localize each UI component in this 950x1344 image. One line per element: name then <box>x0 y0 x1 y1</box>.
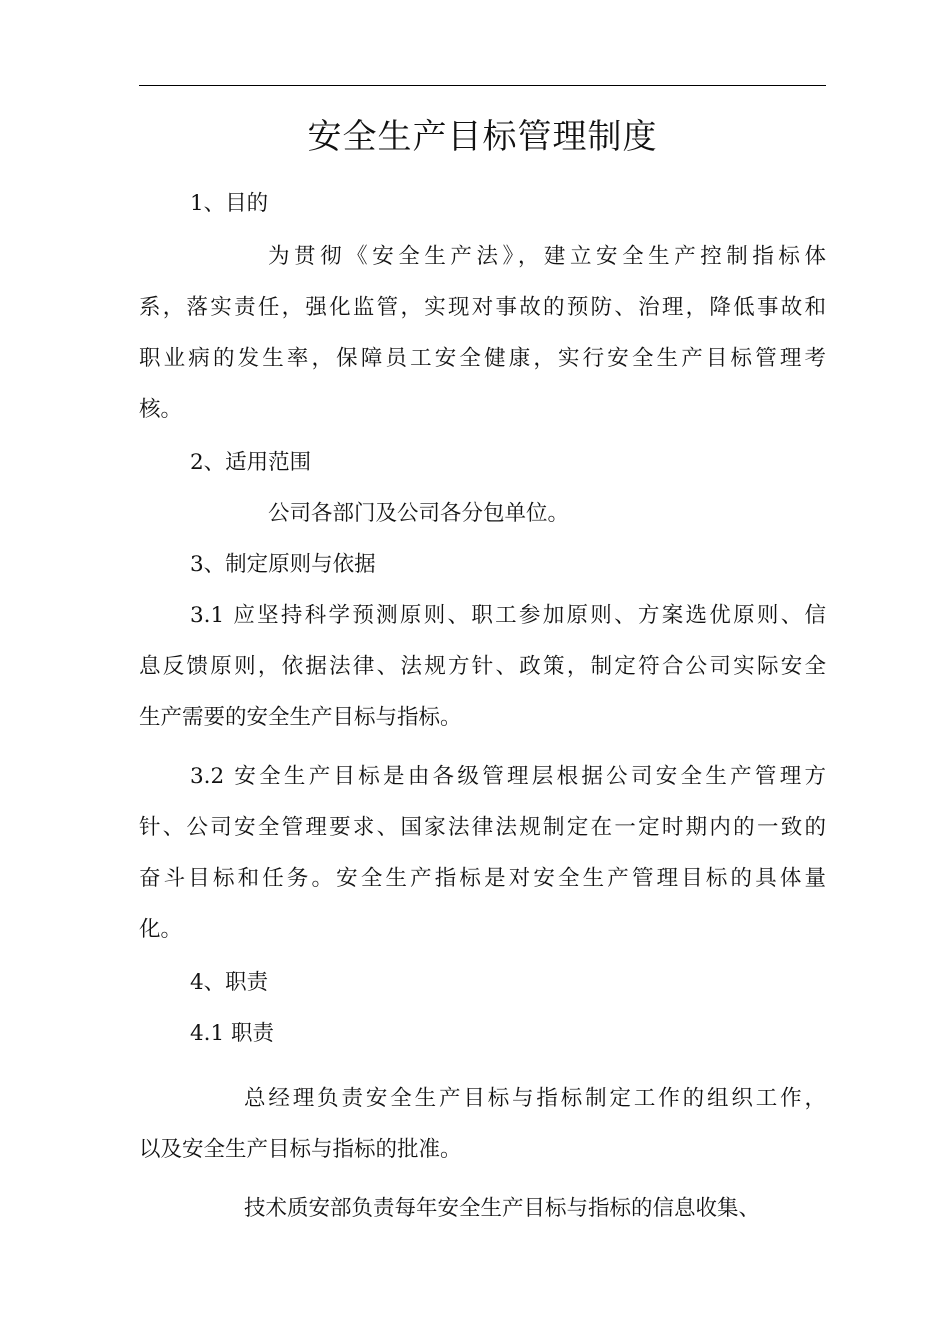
paragraph-line: 化。 <box>139 917 183 942</box>
paragraph-line: 职业病的发生率，保障员工安全健康，实行安全生产目标管理考 <box>139 346 826 371</box>
paragraph-line: 技术质安部负责每年安全生产目标与指标的信息收集、 <box>244 1196 761 1221</box>
paragraph-line: 息反馈原则，依据法律、法规方针、政策，制定符合公司实际安全 <box>139 654 826 679</box>
paragraph-line: 系，落实责任，强化监管，实现对事故的预防、治理，降低事故和 <box>139 295 826 320</box>
paragraph-line: 以及安全生产目标与指标的批准。 <box>139 1137 462 1162</box>
section-3-heading: 3、制定原则与依据 <box>190 552 376 577</box>
paragraph-line: 针、公司安全管理要求、国家法律法规制定在一定时期内的一致的 <box>139 815 826 840</box>
section-3-1-paragraph <box>139 590 826 743</box>
paragraph-line: 3.2 安全生产目标是由各级管理层根据公司安全生产管理方 <box>190 764 826 789</box>
document-title: 安全生产目标管理制度 <box>307 117 658 157</box>
section-2-heading: 2、适用范围 <box>190 450 312 475</box>
paragraph-line: 为贯彻《安全生产法》，建立安全生产控制指标体 <box>268 244 826 269</box>
paragraph-line: 奋斗目标和任务。安全生产指标是对安全生产管理目标的具体量 <box>139 866 826 891</box>
paragraph-line: 总经理负责安全生产目标与指标制定工作的组织工作， <box>244 1086 826 1111</box>
section-1-heading: 1、目的 <box>190 191 269 216</box>
paragraph-line: 3.1 应坚持科学预测原则、职工参加原则、方案选优原则、信 <box>190 603 826 628</box>
paragraph-line: 核。 <box>139 397 183 422</box>
header-rule <box>139 85 826 86</box>
section-4-heading: 4、职责 <box>190 970 269 995</box>
document-body <box>139 178 826 1234</box>
section-4-paragraph-2 <box>139 1183 826 1234</box>
section-1-paragraph <box>139 231 826 435</box>
section-3-2-paragraph <box>139 751 826 955</box>
section-4-paragraph-1 <box>139 1073 826 1175</box>
section-4-1-heading: 4.1 职责 <box>190 1021 275 1046</box>
paragraph-line: 生产需要的安全生产目标与指标。 <box>139 705 462 730</box>
section-2-paragraph: 公司各部门及公司各分包单位。 <box>268 501 570 526</box>
